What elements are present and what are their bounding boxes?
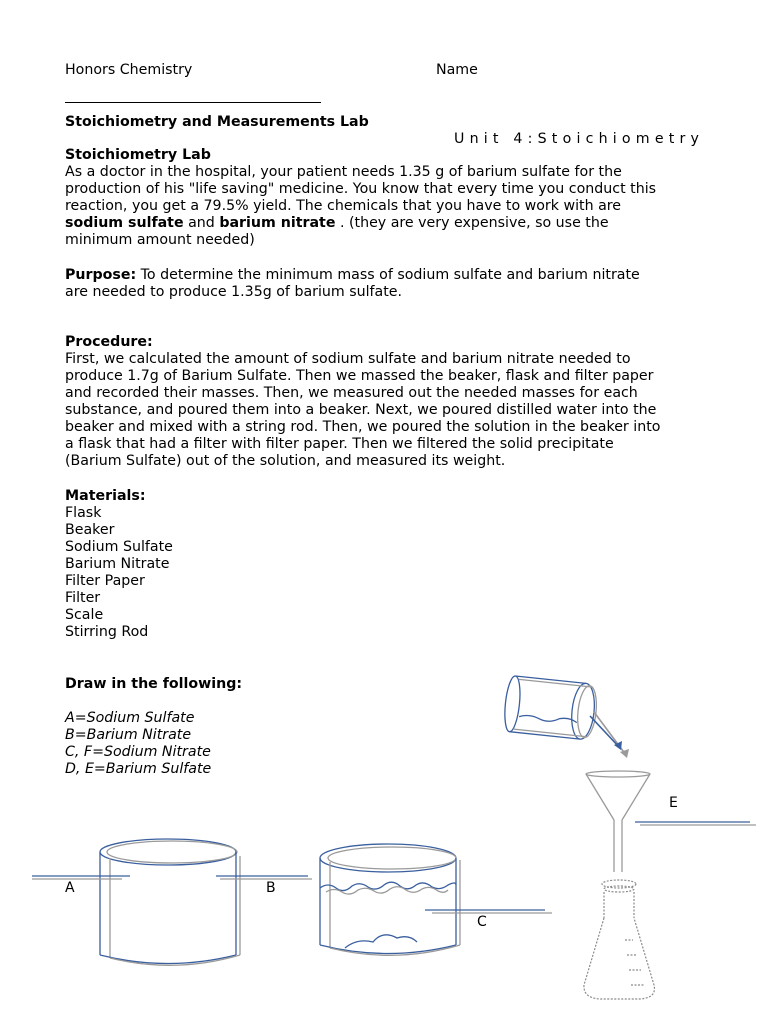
lab-title: Stoichiometry and Measurements Lab [65,114,369,130]
course-title: Honors Chemistry [65,62,193,78]
chemical-1: sodium sulfate [65,215,184,231]
materials-item: Beaker [65,522,115,538]
materials-item: Flask [65,505,102,521]
materials-item: Filter Paper [65,573,145,589]
label-c: C [477,914,487,930]
purpose-line-2: are needed to produce 1.35g of barium sulfate. [65,284,403,300]
draw-label: Draw in the following: [65,676,243,692]
and-text: and [183,215,220,231]
label-e: E [669,795,678,811]
pouring-beaker-icon [503,675,599,740]
unit-title: Unit 4:Stoichiometry [454,131,705,147]
procedure-line: (Barium Sulfate) out of the solution, and measured its weight. [65,453,506,469]
key-item: D, E=Barium Sulfate [65,761,212,777]
key-item: C, F=Sodium Nitrate [65,744,211,760]
procedure-line: substance, and poured them into a beaker. Next, we poured distilled water into the [65,402,657,418]
procedure-line: and recorded their masses. Then, we measured out the needed masses for each [65,385,638,401]
key-item: A=Sodium Sulfate [65,710,195,726]
purpose-label: Purpose: [65,267,137,283]
pour-arrow-icon [590,712,629,758]
intro-line: reaction, you get a 79.5% yield. The chemicals that you have to work with are [65,198,622,214]
intro-heading: Stoichiometry Lab [65,147,211,163]
label-lines [32,822,756,913]
materials-label: Materials: [65,488,146,504]
key-item: B=Barium Nitrate [65,727,192,743]
beaker-a-icon [100,839,240,965]
materials-item: Sodium Sulfate [65,539,173,555]
materials-item: Filter [65,590,101,606]
purpose-text: To determine the minimum mass of sodium sulfate and barium nitrate [136,267,640,283]
name-label: Name [436,62,478,78]
label-b: B [266,880,276,896]
intro-line: production of his "life saving" medicine. You know that every time you conduct this [65,181,657,197]
procedure-label: Procedure: [65,334,153,350]
materials-item: Barium Nitrate [65,556,170,572]
intro-line: minimum amount needed) [65,232,255,248]
flask-icon [584,880,655,999]
procedure-line: a flask that had a filter with filter paper. Then we filtered the solid precipitate [65,436,614,452]
label-a: A [65,880,75,896]
chemical-2: barium nitrate [219,215,336,231]
procedure-line: First, we calculated the amount of sodium sulfate and barium nitrate needed to [65,351,631,367]
materials-item: Scale [65,607,104,623]
materials-item: Stirring Rod [65,624,149,640]
intro-after-text: . (they are very expensive, so use the [335,215,609,231]
procedure-line: beaker and mixed with a string rod. Then, we poured the solution in the beaker into [65,419,661,435]
procedure-line: produce 1.7g of Barium Sulfate. Then we massed the beaker, flask and filter paper [65,368,654,384]
intro-line: As a doctor in the hospital, your patient needs 1.35 g of barium sulfate for the [65,164,622,180]
beaker-b-icon [320,844,460,955]
